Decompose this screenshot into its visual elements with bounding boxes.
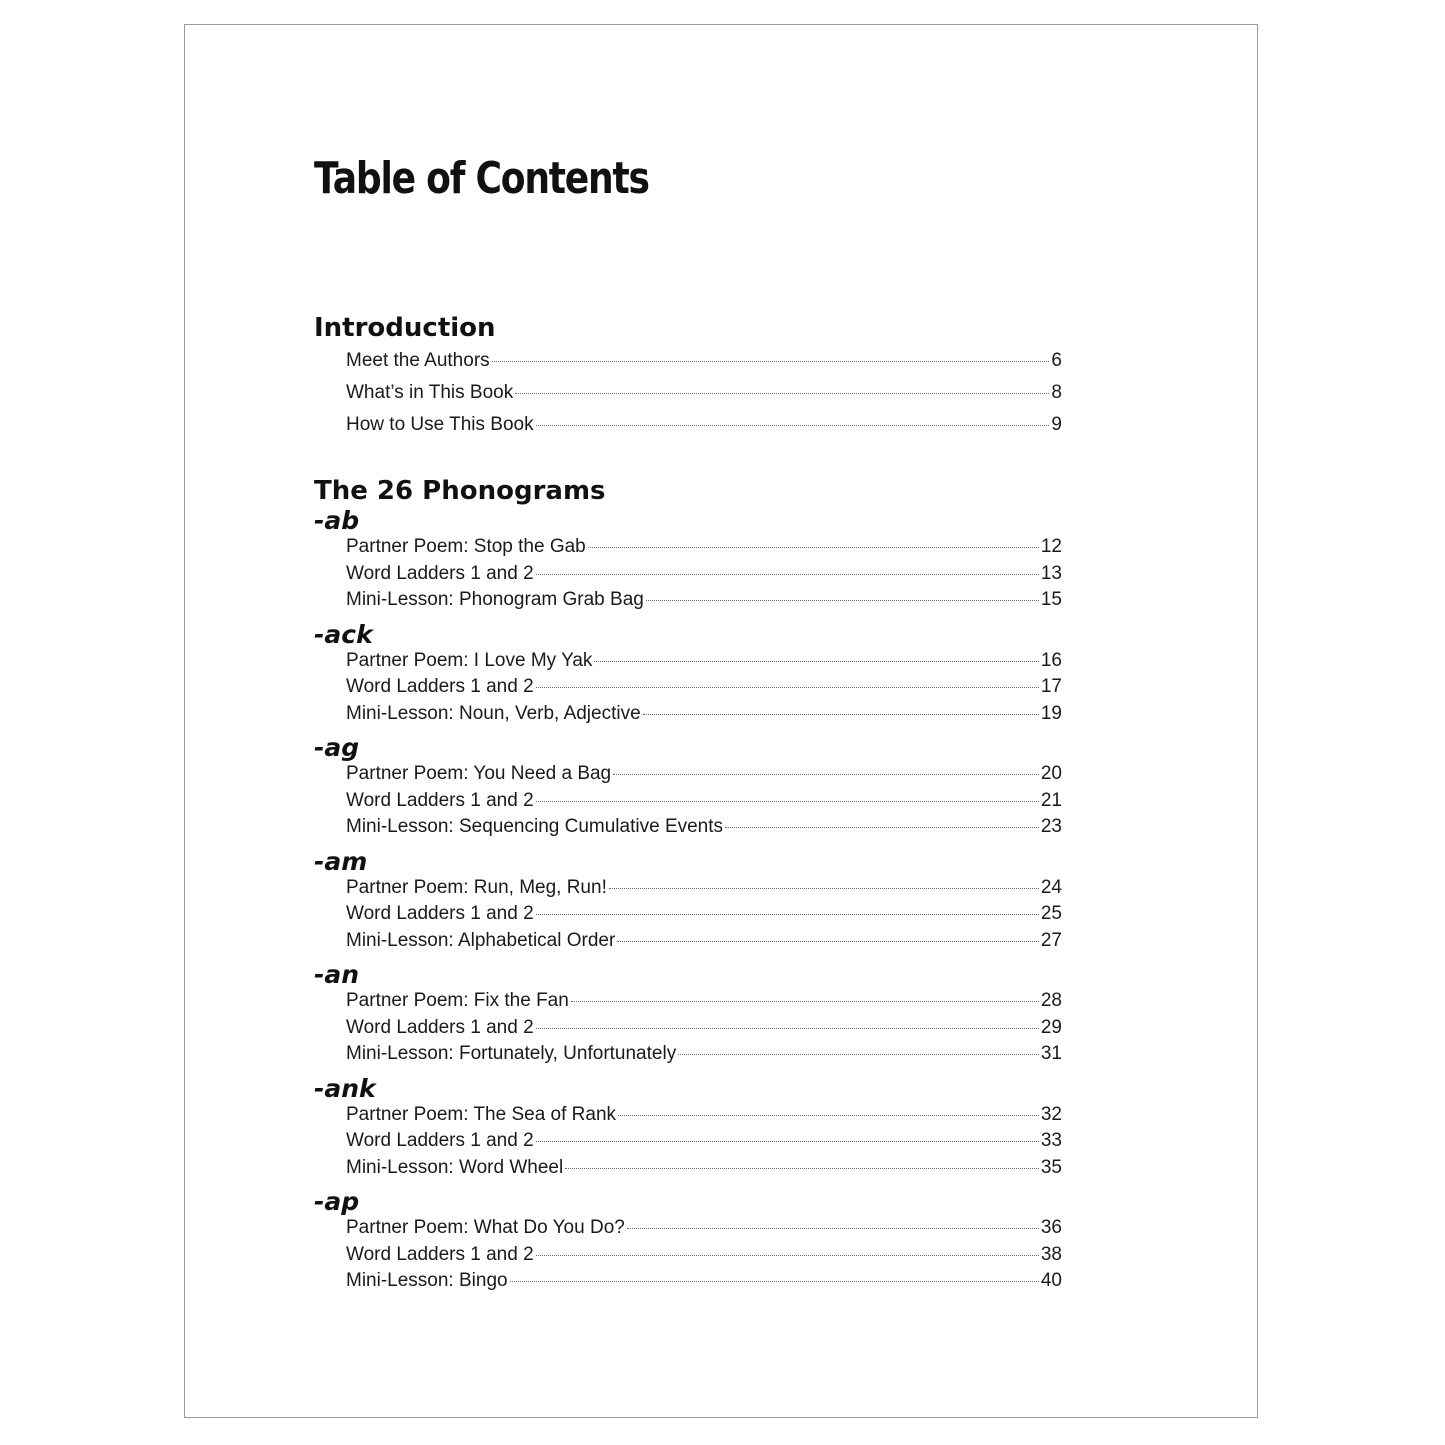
toc-entry-label: Partner Poem: I Love My Yak [346,649,593,671]
toc-entry-label: Mini-Lesson: Word Wheel [346,1156,564,1178]
toc-entry[interactable] [314,1215,1062,1242]
dot-leader [594,661,1038,662]
toc-entry[interactable] [314,534,1062,561]
toc-entry-label: Word Ladders 1 and 2 [346,676,534,697]
dot-leader [678,1054,1039,1055]
dot-leader [588,547,1039,548]
dot-leader [536,1141,1039,1142]
toc-entry-label: How to Use This Book [346,414,534,435]
toc-entry-page-number: 29 [1040,1016,1062,1038]
dot-leader [492,361,1050,362]
dot-leader [643,714,1039,715]
toc-entry-page-number: 31 [1040,1043,1062,1064]
toc-entry-label: Mini-Lesson: Noun, Verb, Adjective [346,702,641,724]
toc-entry[interactable] [314,674,1062,701]
toc-entry-page-number: 23 [1040,816,1062,837]
phonogram-heading: -ab [314,506,360,535]
toc-entry-page-number: 19 [1040,702,1062,724]
toc-entry[interactable] [314,587,1062,614]
phonograms-heading: The 26 Phonograms [314,476,606,506]
toc-entry[interactable] [314,701,1062,728]
dot-leader [536,801,1039,802]
dot-leader [617,941,1039,942]
phonogram-group [314,735,1062,841]
dot-leader [565,1168,1039,1169]
document-page [184,24,1258,1418]
introduction-section [314,311,1062,441]
dot-leader [536,1028,1039,1029]
dot-leader [646,600,1039,601]
toc-entry[interactable] [314,648,1062,675]
toc-entry[interactable] [314,1128,1062,1155]
toc-entry[interactable] [314,928,1062,955]
toc-entry-page-number: 16 [1040,649,1062,671]
toc-entry-page-number: 15 [1040,589,1062,610]
toc-entry-page-number: 36 [1040,1217,1062,1238]
phonogram-heading: -an [314,960,360,989]
toc-entry[interactable] [314,377,1062,409]
toc-entry-page-number: 13 [1040,562,1062,584]
dot-leader [613,774,1039,775]
toc-entry-label: Partner Poem: What Do You Do? [346,1217,625,1238]
toc-entry-label: Mini-Lesson: Phonogram Grab Bag [346,589,644,610]
toc-entry-label: Mini-Lesson: Fortunately, Unfortunately [346,1043,677,1064]
toc-entry-label: Meet the Authors [346,350,490,371]
toc-entry-page-number: 20 [1040,763,1062,784]
toc-entry-page-number: 28 [1040,990,1062,1011]
toc-entry-page-number: 8 [1051,382,1062,403]
dot-leader [627,1228,1039,1229]
phonogram-group [314,846,1062,955]
toc-entry-page-number: 17 [1040,676,1062,697]
toc-entry-label: What’s in This Book [346,382,514,403]
toc-entry-label: Partner Poem: Stop the Gab [346,536,586,557]
toc-entry-label: Word Ladders 1 and 2 [346,1016,534,1038]
toc-entry[interactable] [314,409,1062,441]
toc-entry-page-number: 40 [1040,1270,1062,1291]
dot-leader [618,1115,1039,1116]
toc-entry[interactable] [314,345,1062,377]
introduction-entries [314,345,1062,441]
dot-leader [536,574,1039,575]
toc-entry-label: Mini-Lesson: Sequencing Cumulative Events [346,816,724,837]
toc-entry[interactable] [314,1155,1062,1182]
phonogram-heading: -ap [314,1187,360,1216]
toc-entry-page-number: 9 [1051,414,1062,435]
toc-entry-label: Partner Poem: Fix the Fan [346,990,569,1011]
phonogram-group [314,619,1062,728]
toc-entry-page-number: 12 [1040,536,1062,557]
toc-entry[interactable] [314,814,1062,841]
toc-entry-page-number: 27 [1040,929,1062,951]
toc-entry[interactable] [314,761,1062,788]
dot-leader [510,1281,1039,1282]
toc-entry-label: Mini-Lesson: Alphabetical Order [346,929,616,951]
dot-leader [725,827,1039,828]
toc-entry[interactable] [314,1041,1062,1068]
toc-entry-label: Word Ladders 1 and 2 [346,903,534,924]
toc-entry-page-number: 33 [1040,1130,1062,1151]
toc-entry-label: Word Ladders 1 and 2 [346,789,534,811]
toc-entry-page-number: 38 [1040,1243,1062,1265]
phonogram-group [314,1073,1062,1182]
toc-entry[interactable] [314,901,1062,928]
dot-leader [536,914,1039,915]
phonogram-group [314,962,1062,1068]
phonogram-group [314,508,1062,614]
phonogram-heading: -am [314,846,368,876]
phonogram-heading: -ank [314,1073,376,1103]
dot-leader [536,425,1050,426]
dot-leader [536,1255,1039,1256]
phonogram-heading: -ack [314,619,373,649]
phonogram-heading: -ag [314,733,360,762]
dot-leader [609,888,1039,889]
toc-entry-page-number: 6 [1051,350,1062,371]
toc-entry-label: Partner Poem: The Sea of Rank [346,1103,617,1125]
toc-entry-page-number: 25 [1040,903,1062,924]
toc-entry[interactable] [314,1015,1062,1042]
toc-entry-label: Word Ladders 1 and 2 [346,562,534,584]
toc-entry-label: Mini-Lesson: Bingo [346,1270,508,1291]
toc-entry-label: Word Ladders 1 and 2 [346,1130,534,1151]
toc-entry-label: Partner Poem: You Need a Bag [346,763,612,784]
toc-entry[interactable] [314,1102,1062,1129]
toc-entry-label: Word Ladders 1 and 2 [346,1243,534,1265]
toc-entry[interactable] [314,1242,1062,1269]
toc-entry[interactable] [314,988,1062,1015]
toc-entry-page-number: 21 [1040,789,1062,811]
toc-entry[interactable] [314,1268,1062,1295]
dot-leader [515,393,1049,394]
phonogram-groups [314,508,1062,1295]
phonogram-group [314,1189,1062,1295]
dot-leader [571,1001,1039,1002]
toc-entry[interactable] [314,875,1062,902]
page-title: Table of Contents [314,153,649,204]
toc-entry-page-number: 24 [1040,876,1062,898]
introduction-heading: Introduction [314,313,496,343]
toc-entry-page-number: 35 [1040,1156,1062,1178]
toc-entry-page-number: 32 [1040,1103,1062,1125]
toc-entry[interactable] [314,788,1062,815]
dot-leader [536,687,1039,688]
toc-entry-label: Partner Poem: Run, Meg, Run! [346,876,607,898]
toc-entry[interactable] [314,561,1062,588]
phonograms-section [314,474,1062,1303]
